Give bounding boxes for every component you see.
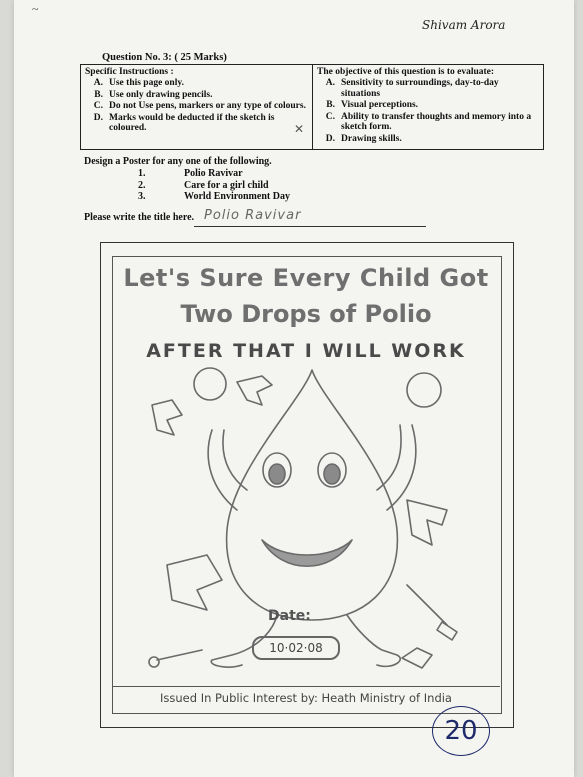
pin-icon (157, 650, 202, 660)
broken-piece-icon (407, 500, 447, 545)
broken-piece-icon (152, 400, 182, 435)
polio-drop-mascot-sketch (112, 360, 500, 680)
objective-item: D. Drawing skills. (325, 133, 402, 144)
question-heading: Question No. 3: ( 25 Marks) (102, 52, 227, 63)
right-glove-icon (407, 373, 441, 407)
poster-headline-3: AFTER THAT I WILL WORK (146, 340, 466, 362)
broken-piece-icon (237, 376, 272, 405)
instruction-item: A. Use this page only. (93, 78, 184, 88)
poster-headline-1: Let's Sure Every Child Got (123, 264, 489, 292)
right-arm (377, 425, 416, 510)
title-answer: Polio Ravivar (204, 208, 302, 223)
design-prompt: Design a Poster for any one of the following. (84, 156, 272, 167)
option-item: 1. Polio Ravivar (138, 168, 243, 179)
corner-mark: ~ (32, 2, 39, 16)
instructions-title: Specific Instructions : (85, 67, 174, 77)
right-leg (347, 615, 400, 666)
date-label: Date: (268, 608, 311, 624)
score-circle: 20 (432, 706, 490, 756)
instructions-table (80, 64, 544, 150)
poster-headline-2: Two Drops of Polio (180, 300, 432, 328)
objective-item: A. Sensitivity to surroundings, day-to-day situations (325, 78, 499, 99)
instruction-item: B. Use only drawing pencils. (94, 89, 213, 100)
instruction-item: C. Do not Use pens, markers or any type of colours. (93, 101, 306, 111)
option-item: 3. World Environment Day (138, 191, 290, 202)
objective-item: B. Visual perceptions. (326, 100, 419, 110)
left-arm (208, 430, 247, 510)
specific-instructions (81, 65, 313, 149)
broken-piece-icon (402, 648, 432, 668)
pencil-x-mark: ✕ (294, 122, 305, 136)
poster-footer: Issued In Public Interest by: Heath Ministry of India (112, 686, 500, 709)
broken-piece-icon (167, 555, 222, 610)
hammer-icon (407, 585, 457, 640)
option-item: 2. Care for a girl child (138, 179, 269, 191)
date-value: 10·02·08 (252, 636, 340, 660)
topic-options (138, 168, 290, 203)
title-prompt: Please write the title here. (84, 212, 195, 223)
instruction-item: D. Marks would be deducted if the sketch is coloured. (93, 112, 275, 133)
smile (262, 540, 352, 566)
objectives (313, 65, 543, 149)
objective-title: The objective of this question is to evaluate: (317, 67, 495, 77)
left-glove-icon (194, 368, 226, 400)
student-signature: Shivam Arora (422, 18, 506, 32)
drop-body (227, 370, 398, 620)
objective-item: C. Ability to transfer thoughts and memory into a sketch form. (325, 111, 532, 132)
